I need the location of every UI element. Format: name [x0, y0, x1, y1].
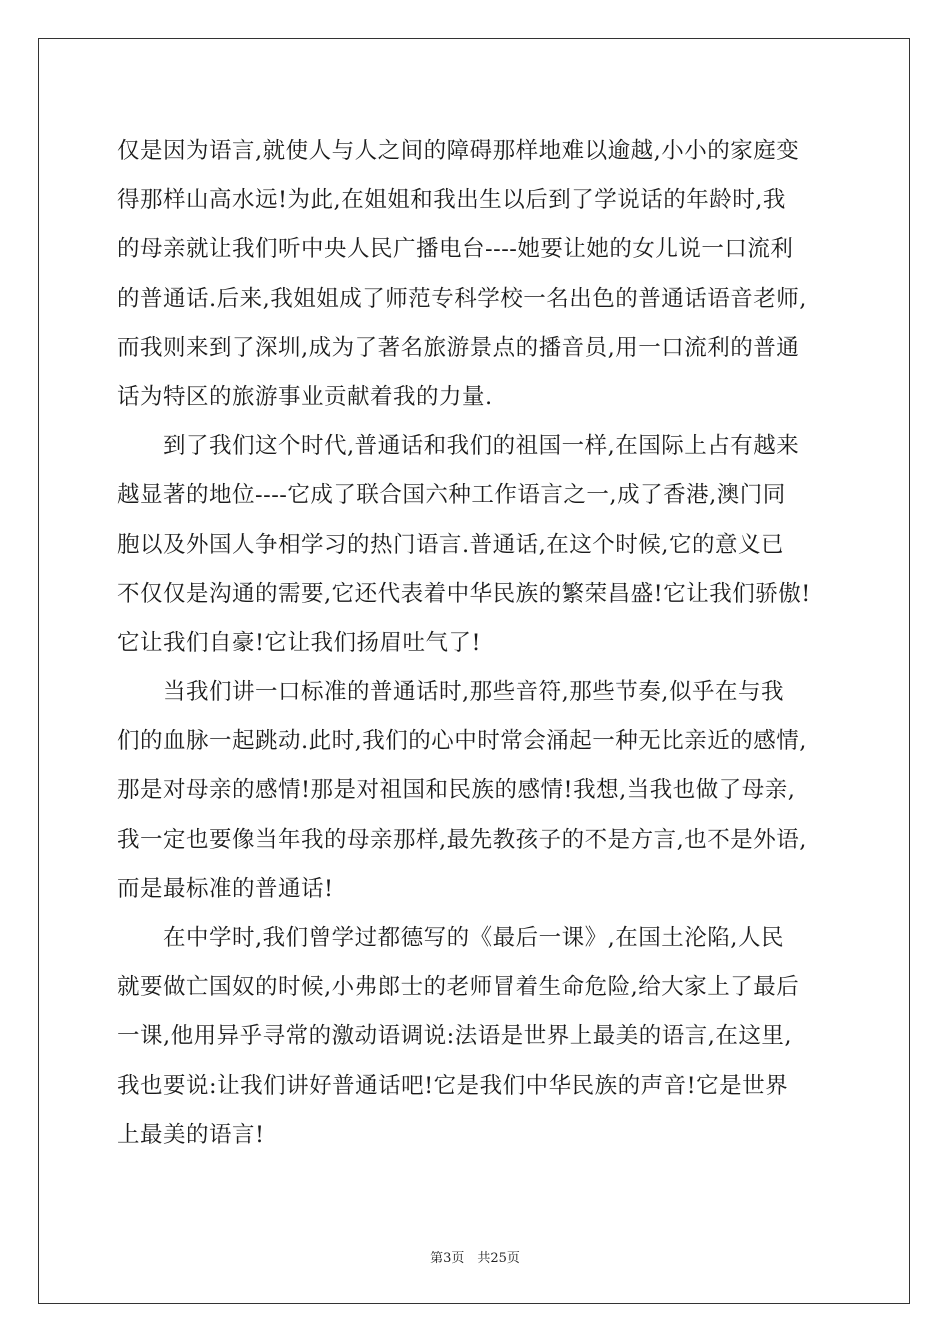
page-number-footer: 第3页 共25页	[430, 1251, 520, 1266]
text-line: 话为特区的旅游事业贡献着我的力量.	[117, 383, 493, 410]
text-line: 到了我们这个时代,普通话和我们的祖国一样,在国际上占有越来	[117, 433, 800, 460]
text-line: 们的血脉一起跳动.此时,我们的心中时常会涌起一种无比亲近的感情,	[117, 728, 807, 755]
text-line: 就要做亡国奴的时候,小弗郎士的老师冒着生命危险,给大家上了最后	[117, 974, 800, 1001]
text-line: 一课,他用异乎寻常的激动语调说:法语是世界上最美的语言,在这里,	[117, 1023, 793, 1050]
text-line: 的母亲就让我们听中央人民广播电台----她要让她的女儿说一口流利	[117, 236, 794, 263]
text-line: 我一定也要像当年我的母亲那样,最先教孩子的不是方言,也不是外语,	[117, 826, 807, 853]
text-line: 它让我们自豪!它让我们扬眉吐气了!	[117, 629, 482, 656]
text-line: 仅是因为语言,就使人与人之间的障碍那样地难以逾越,小小的家庭变	[117, 138, 800, 164]
text-line: 在中学时,我们曾学过都德写的《最后一课》,在国土沦陷,人民	[117, 925, 784, 951]
text-line: 胞以及外国人争相学习的热门语言.普通话,在这个时候,它的意义已	[117, 531, 784, 558]
text-line: 上最美的语言!	[117, 1121, 265, 1148]
document-body	[117, 127, 839, 1160]
text-line: 不仅仅是沟通的需要,它还代表着中华民族的繁荣昌盛!它让我们骄傲!	[117, 580, 811, 607]
text-line: 而我则来到了深圳,成为了著名旅游景点的播音员,用一口流利的普通	[117, 334, 800, 361]
text-line: 而是最标准的普通话!	[117, 875, 334, 902]
text-line: 越显著的地位----它成了联合国六种工作语言之一,成了香港,澳门同	[117, 482, 786, 509]
text-line: 的普通话.后来,我姐姐成了师范专科学校一名出色的普通话语音老师,	[117, 285, 807, 312]
text-line: 当我们讲一口标准的普通话时,那些音符,那些节奏,似乎在与我	[117, 679, 784, 706]
text-line: 我也要说:让我们讲好普通话吧!它是我们中华民族的声音!它是世界	[117, 1072, 789, 1099]
text-line: 得那样山高水远!为此,在姐姐和我出生以后到了学说话的年龄时,我	[117, 187, 786, 214]
text-line: 那是对母亲的感情!那是对祖国和民族的感情!我想,当我也做了母亲,	[117, 777, 796, 804]
